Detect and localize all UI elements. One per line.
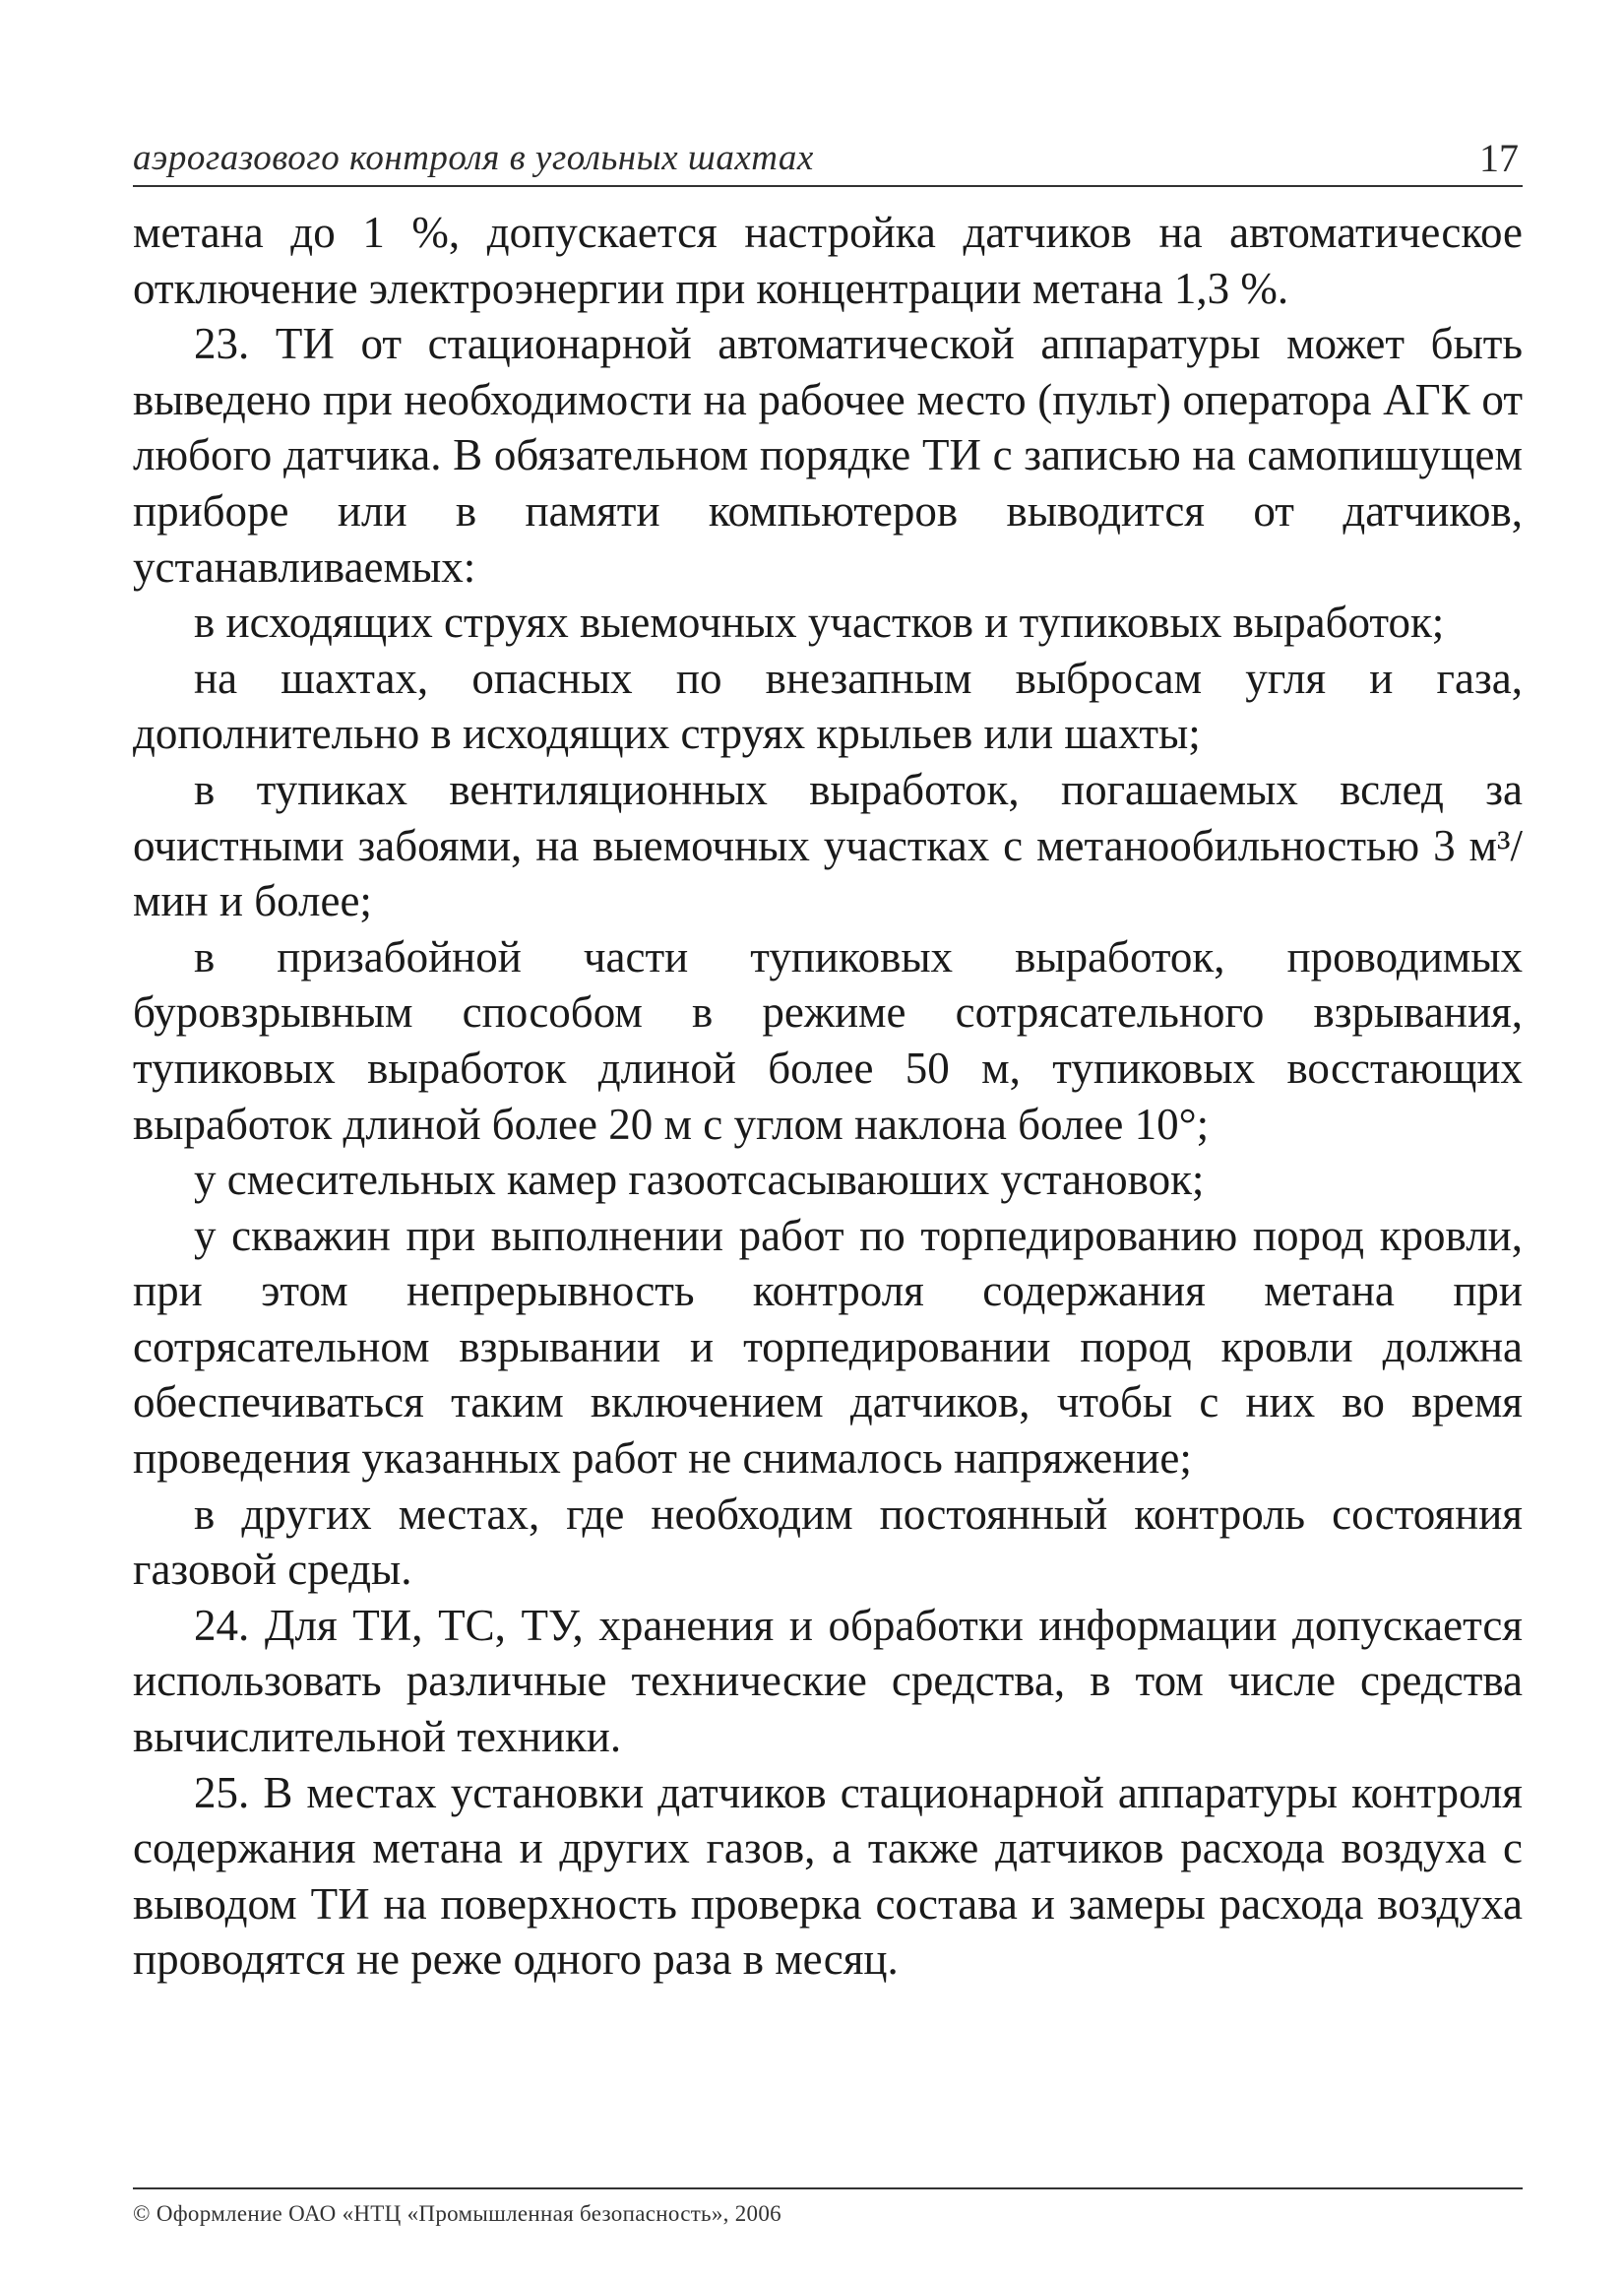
footer-copyright: © Оформление ОАО «НТЦ «Промышленная безопасность», 2006 [133,2201,781,2226]
list-item-mixing-chambers: у смесительных камер газоотсасываюших установок; [194,1155,1205,1205]
list-item-boreholes: у скважин при выполнении работ по торпедированию пород кровли, при этом непрерывность контроля содержания метана при сотрясательном взрывании и торпедировании пород кровли должна обеспечиваться таким включением датчиков, чтобы с них во время проведения указанных работ не снималось напряжение; [133,1210,1523,1484]
footer-divider [133,2187,1523,2189]
page-number: 17 [1479,136,1519,180]
list-item-ventilation-deadends: в тупиках вентиляционных выработок, погашаемых вслед за очистными забоями, на выемочных участках с метанообильностью 3 м³/мин и более; [133,764,1523,926]
running-title: аэрогазового контроля в угольных шахтах [133,138,814,178]
paragraph-continuation: метана до 1 %, допускается настройка датчиков на автоматическое отключение электроэнергии при концентрации метана 1,3 %. [133,208,1523,313]
body-text [133,205,1523,1988]
running-header [133,130,1523,187]
list-item-other-places: в других местах, где необходим постоянный контроль состояния газовой среды. [133,1488,1523,1595]
paragraph-item-24: 24. Для ТИ, ТС, ТУ, хранения и обработки информации допускается использовать различные технические средства, в том числе средства вычислительной техники. [133,1600,1523,1762]
paragraph-item-25: 25. В местах установки датчиков стационарной аппаратуры контроля содержания метана и других газов, а также датчиков расхода воздуха с выводом ТИ на поверхность проверка состава и замеры расхода воздуха проводятся не реже одного раза в месяц. [133,1767,1523,1985]
list-item-outgoing-streams: в исходящих струях выемочных участков и тупиковых выработок; [194,598,1445,648]
list-item-face-area: в призабойной части тупиковых выработок, проводимых буровзрывным способом в режиме сотрясательного взрывания, тупиковых выработок длиной более 50 м, тупиковых восстающих выработок длиной более 20 м с углом наклона более 10°; [133,931,1523,1149]
list-item-outburst-mines: на шахтах, опасных по внезапным выбросам угля и газа, дополнительно в исходящих струях крыльев или шахты; [133,653,1523,759]
paragraph-item-23: 23. ТИ от стационарной автоматической аппаратуры может быть выведено при необходимости на рабочее место (пульт) оператора АГК от любого датчика. В обязательном порядке ТИ с записью на самопишущем приборе или в памяти компьютеров выводится от датчиков, устанавливаемых: [133,319,1523,592]
